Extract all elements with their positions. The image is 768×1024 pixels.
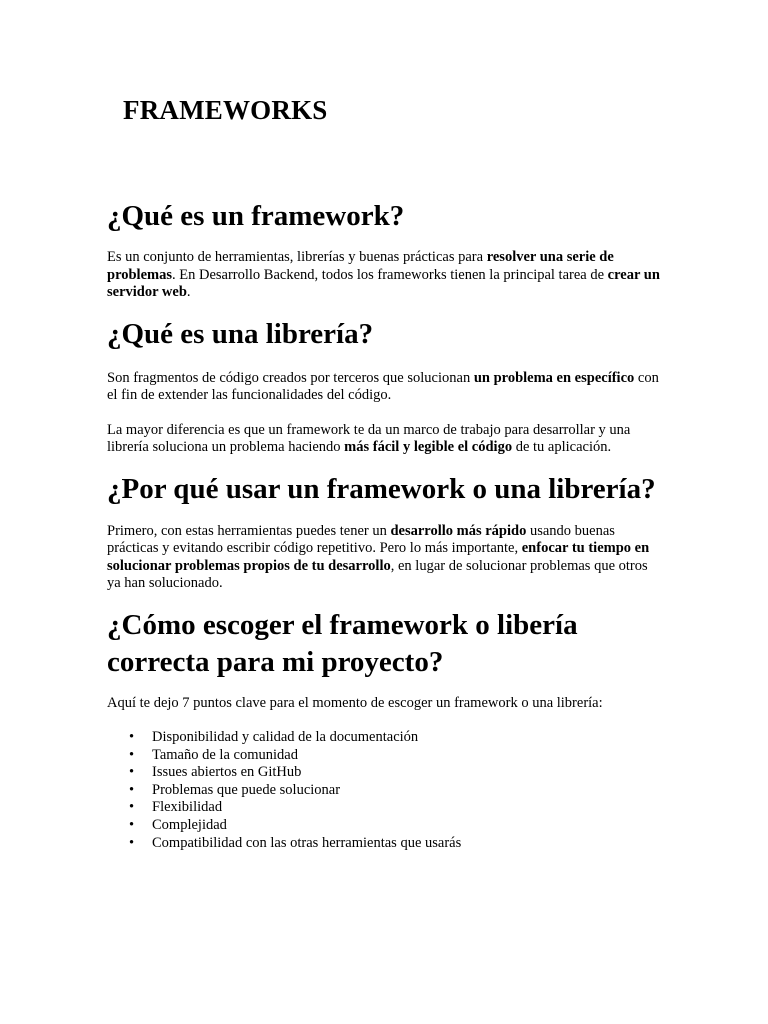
text-run: de tu aplicación. xyxy=(512,439,612,455)
paragraph-libreria-definition xyxy=(107,370,663,405)
bullet-icon: • xyxy=(129,799,135,816)
list-item xyxy=(107,782,663,800)
list-item xyxy=(107,747,663,765)
paragraph-diferencia xyxy=(107,422,663,457)
text-run: . xyxy=(186,284,191,300)
bullet-icon: • xyxy=(129,746,135,763)
document-body xyxy=(107,198,663,852)
bullet-icon: • xyxy=(129,816,135,833)
list-item xyxy=(107,817,663,835)
bold-run: enfocar tu tiempo en solucionar problemas propios de tu desarrollo xyxy=(107,540,650,574)
text-run: , en lugar de solucionar problemas que otros ya han solucionado. xyxy=(107,557,648,591)
heading-que-es-libreria: ¿Qué es una librería? xyxy=(107,317,374,350)
text-run: Son fragmentos de código creados por terceros que solucionan xyxy=(107,369,474,386)
heading-como-escoger: ¿Cómo escoger el framework o libería correcta para mi proyecto? xyxy=(107,608,578,678)
text-run: Primero, con estas herramientas puedes tener un xyxy=(107,522,391,539)
bold-run: resolver una serie de problemas xyxy=(107,249,614,283)
bold-run: crear un servidor web xyxy=(107,266,660,300)
list-item-text: Disponibilidad y calidad de la documentación xyxy=(152,729,419,745)
bullet-icon: • xyxy=(129,834,135,851)
bold-run: desarrollo más rápido xyxy=(390,522,527,539)
list-item-text: Compatibilidad con las otras herramientas que usarás xyxy=(152,834,462,851)
paragraph-por-que-usar xyxy=(107,523,663,593)
list-item-text: Problemas que puede solucionar xyxy=(152,781,341,798)
bullet-icon: • xyxy=(129,729,135,745)
text-run: La mayor diferencia es que un framework te da un marco de trabajo para desarrollar y una librería soluciona un problema haciendo xyxy=(107,421,631,455)
list-item-text: Flexibilidad xyxy=(152,799,223,816)
document-title: FRAMEWORKS xyxy=(123,95,328,125)
paragraph-framework-definition xyxy=(107,249,663,302)
criteria-list xyxy=(107,729,663,852)
text-run: . En Desarrollo Backend, todos los frameworks tienen la principal tarea de xyxy=(172,266,608,283)
bold-run: más fácil y legible el código xyxy=(344,439,513,455)
list-item xyxy=(107,835,663,853)
list-item xyxy=(107,764,663,782)
list-item-text: Issues abiertos en GitHub xyxy=(152,764,302,781)
heading-por-que-usar: ¿Por qué usar un framework o una librería? xyxy=(107,472,656,505)
bullet-icon: • xyxy=(129,764,135,781)
bold-run: un problema en específico xyxy=(473,369,635,386)
paragraph-puntos-clave-intro xyxy=(107,695,663,713)
bullet-icon: • xyxy=(129,781,135,798)
list-item xyxy=(107,799,663,817)
text-run: Aquí te dejo 7 puntos clave para el momento de escoger un framework o una librería: xyxy=(107,694,603,711)
text-run: Es un conjunto de herramientas, librerías y buenas prácticas para xyxy=(107,249,487,265)
list-item-text: Tamaño de la comunidad xyxy=(152,746,298,763)
list-item xyxy=(107,729,663,747)
text-run: con el fin de extender las funcionalidades del código. xyxy=(107,369,659,403)
heading-que-es-framework: ¿Qué es un framework? xyxy=(107,200,405,232)
text-run: usando buenas prácticas y evitando escribir código repetitivo. Pero lo más importante, xyxy=(107,522,615,556)
list-item-text: Complejidad xyxy=(152,816,227,833)
